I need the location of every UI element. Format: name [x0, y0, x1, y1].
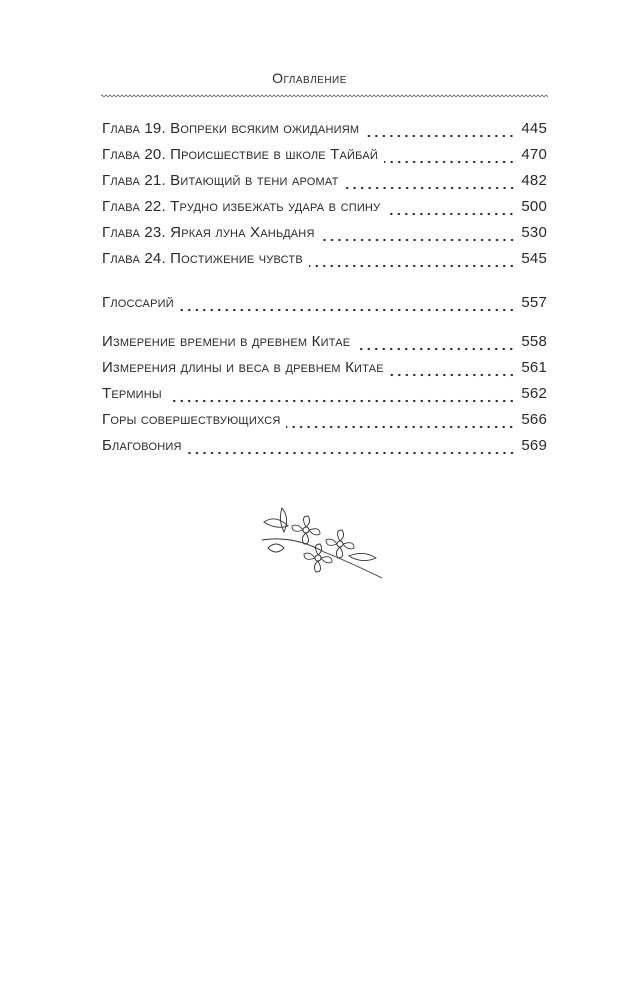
entry-title: Глава 20. Происшествие в школе Тайбай — [102, 146, 378, 163]
entry-title: Глава 19. Вопреки всяким ожиданиям — [102, 120, 360, 137]
entry-title: Глоссарий — [102, 294, 174, 311]
dot-leader — [286, 425, 515, 429]
blossom-branch-ornament — [254, 500, 388, 580]
entry-title: Глава 23. Яркая луна Ханьданя — [102, 224, 315, 241]
dot-leader — [168, 399, 515, 403]
toc-entry[interactable] — [102, 198, 547, 224]
dot-leader — [390, 373, 516, 377]
dot-leader — [365, 134, 515, 138]
toc-entry[interactable] — [102, 146, 547, 172]
dot-leader — [356, 347, 515, 351]
wavy-divider — [101, 92, 548, 100]
toc-entry-glossary[interactable] — [102, 294, 547, 320]
entry-page: 545 — [521, 250, 547, 267]
entry-page: 482 — [521, 172, 547, 189]
dot-leader — [386, 212, 515, 216]
entry-title: Глава 21. Витающий в тени аромат — [102, 172, 339, 189]
toc-entry[interactable] — [102, 333, 547, 359]
dot-leader — [180, 308, 516, 312]
toc-entry[interactable] — [102, 359, 547, 385]
entry-title: Измерение времени в древнем Китае — [102, 333, 351, 350]
dot-leader — [321, 238, 516, 242]
glossary-list — [102, 333, 547, 463]
entry-title: Благовония — [102, 437, 182, 454]
entry-page: 530 — [521, 224, 547, 241]
toc-entry[interactable] — [102, 411, 547, 437]
entry-page: 561 — [521, 359, 547, 376]
entry-title: Глава 24. Постижение чувств — [102, 250, 303, 267]
toc-entry[interactable] — [102, 250, 547, 276]
entry-page: 500 — [521, 198, 547, 215]
toc-entry[interactable] — [102, 224, 547, 250]
dot-leader — [384, 160, 515, 164]
entry-page: 558 — [521, 333, 547, 350]
dot-leader — [188, 451, 516, 455]
toc-entry[interactable] — [102, 437, 547, 463]
entry-page: 557 — [521, 294, 547, 311]
toc-entry[interactable] — [102, 120, 547, 146]
toc-heading: Оглавление — [272, 70, 347, 86]
entry-title: Глава 22. Трудно избежать удара в спину — [102, 198, 381, 215]
toc-entry[interactable] — [102, 172, 547, 198]
entry-page: 470 — [521, 146, 547, 163]
entry-page: 562 — [521, 385, 547, 402]
entry-title: Термины — [102, 385, 162, 402]
entry-page: 569 — [521, 437, 547, 454]
toc-entry[interactable] — [102, 385, 547, 411]
entry-title: Измерения длины и веса в древнем Китае — [102, 359, 384, 376]
entry-title: Горы совершествующихся — [102, 411, 281, 428]
dot-leader — [345, 186, 516, 190]
glossary-heading-row — [102, 294, 547, 320]
chapter-list — [102, 120, 547, 276]
dot-leader — [309, 264, 515, 268]
entry-page: 445 — [521, 120, 547, 137]
entry-page: 566 — [521, 411, 547, 428]
